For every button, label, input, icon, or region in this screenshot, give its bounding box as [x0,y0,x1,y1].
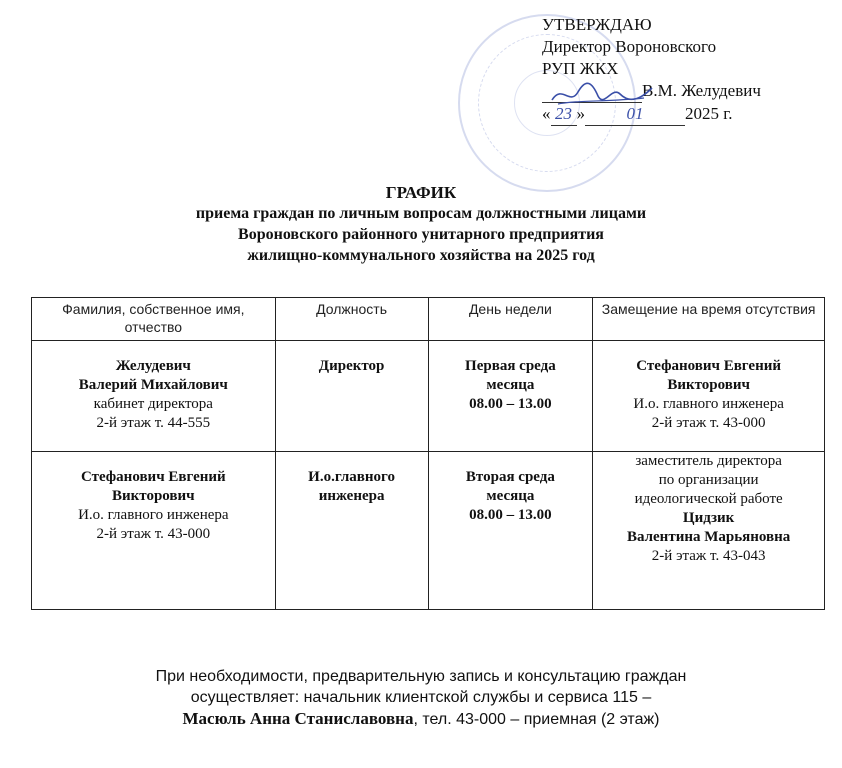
official-name: Стефанович Евгений [80,469,226,485]
official-cell [32,341,276,452]
official-name: Желудевич [115,358,191,374]
official-name: Викторович [112,488,195,504]
column-header-name: Фамилия, собственное имя, отчество [32,298,276,341]
substitute-role: заместитель директора [635,453,782,469]
title-subtitle-2: Вороновского районного унитарного предприятия [238,226,604,243]
column-header-substitute: Замещение на время отсутствия [593,298,825,341]
director-signature [548,78,658,110]
official-place: кабинет директора [93,396,213,412]
official-cell [32,452,276,610]
time-label: 08.00 – 13.00 [469,507,552,523]
substitute-phone: 2-й этаж т. 43-043 [651,548,766,564]
footer-contact-phone: , тел. 43-000 – приемная (2 этаж) [413,711,660,728]
approval-date-month: 01 [585,103,685,126]
day-label: Первая среда [465,358,556,374]
official-place: И.о. главного инженера [78,507,229,523]
position-cell [275,341,428,452]
table-row [32,341,825,452]
official-name: Валерий Михайлович [78,377,228,393]
official-phone: 2-й этаж т. 44-555 [96,415,211,431]
table-header-row [32,298,825,341]
approval-heading: УТВЕРЖДАЮ [542,15,652,34]
day-label: месяца [486,488,535,504]
substitute-cell [593,341,825,452]
column-header-day: День недели [428,298,593,341]
footer-contact-name: Масюль Анна Станиславовна [182,709,414,728]
substitute-name: Стефанович Евгений [636,358,781,374]
substitute-name: Валентина Марьяновна [626,529,791,545]
title-heading: ГРАФИК [385,183,457,202]
table-row [32,452,825,610]
approval-date: « 23 » 01 2025 г. [542,103,832,126]
day-label: Вторая среда [465,469,555,485]
approval-date-year: 2025 г. [685,104,733,123]
approval-position: Директор Вороновского [542,37,717,56]
substitute-position: И.о. главного инженера [633,396,784,412]
approval-signer: В.М. Желудевич [642,81,761,100]
substitute-name: Викторович [667,377,750,393]
footer-line-2: осуществляет: начальник клиентской службы и сервиса 115 – [190,689,652,706]
approval-organization: РУП ЖКХ [542,59,619,78]
approval-date-day: 23 [551,103,577,126]
column-header-position: Должность [275,298,428,341]
title-subtitle-1: приема граждан по личным вопросам должностными лицами [195,205,647,222]
reception-schedule-table [31,297,825,610]
day-cell [428,452,593,610]
substitute-cell [593,452,825,610]
position-label: Директор [318,358,385,374]
position-label: инженера [318,488,385,504]
official-phone: 2-й этаж т. 43-000 [96,526,211,542]
day-label: месяца [486,377,535,393]
day-cell [428,341,593,452]
substitute-role: идеологической работе [634,491,783,507]
title-subtitle-3: жилищно-коммунального хозяйства на 2025 год [247,247,595,264]
footer-line-1: При необходимости, предварительную запись и консультацию граждан [155,668,687,685]
footer-line-3 [0,708,842,730]
position-label: И.о.главного [308,469,395,485]
position-cell [275,452,428,610]
footer-note [0,666,842,730]
substitute-phone: 2-й этаж т. 43-000 [651,415,766,431]
document-title [0,182,842,266]
substitute-role: по организации [658,472,759,488]
substitute-name: Цидзик [682,510,735,526]
time-label: 08.00 – 13.00 [469,396,552,412]
